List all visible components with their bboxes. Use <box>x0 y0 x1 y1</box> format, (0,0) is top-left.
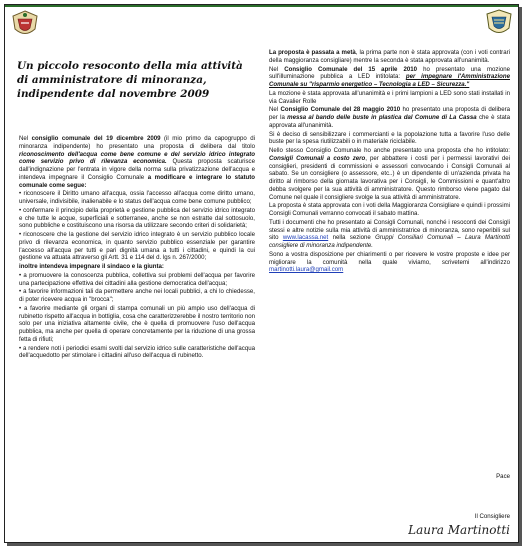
left-column <box>19 135 255 361</box>
right-column <box>269 49 510 275</box>
signature-label: Il Consigliere <box>474 513 510 520</box>
led-result-paragraph: La mozione è stata approvata all'unanimità e i primi lampioni a LED sono stati installati in via Cavalier Rolle <box>269 89 510 105</box>
intro-paragraph: Nel consiglio comunale del 19 dicembre 2009 (il mio primo da capogruppo di minoranza indipendente) ho presentato una proposta di delibera dal titolo riconoscimento dell'acqua come bene comune e del servizio idrico integrato come servizio privo di rilevanza economica. Questa proposta scaturisce dall'indignazione per l'entrata in vigore della norma sulla privatizzazione dell'acqua e intendeva impegnare il Consiglio Comunale a modificare e integrare lo statuto comunale come segue: <box>19 135 255 189</box>
document-frame <box>4 4 519 543</box>
email-link[interactable]: martinotti.laura@gmail.com <box>269 266 344 274</box>
list-item: • a rendere noti i periodici esami svolti dal servizio idrico sulle caratteristiche dell'acqua dell'acquedotto per stimolare i cittadini all'uso dell'acqua di rubinetto. <box>19 344 255 360</box>
list-item: • a favorire mediante gli organi di stampa comunali un più ampio uso dell'acqua di rubinetto rispetto all'acqua in bottiglia, cosa che caratterizzerebbe il nostro territorio non solo per una iniziativa altamente civile, che è quella di promuovere l'uso dell'acqua pubblica, ma anche per quella di operare concretamente per la riduzione di una grossa fetta di rifiuti; <box>19 304 255 343</box>
awareness-paragraph: Si è deciso di sensibilizzare i commercianti e la popolazione tutta a favorire l'uso delle buste per la spesa riutilizzabili o in materiale riciclabile. <box>269 130 510 146</box>
list-item: • riconoscere il Diritto umano all'acqua, ossia l'accesso all'acqua come diritto umano, universale, indivisibile, inalienabile e lo status dell'acqua come bene comune pubblico; <box>19 190 255 205</box>
list-item: • a favorire informazioni tali da permettere anche nei locali pubblici, a chi lo chiedesse, di poter ricevere acqua in "brocca"; <box>19 288 255 303</box>
zero-cost-result-paragraph: La proposta è stata approvata con i voti della Maggioranza Consigliare e quindi i prossimi Consigli Comunali verranno convocati il sabato mattina. <box>269 202 510 217</box>
list-item: • a promuovere la conoscenza pubblica, collettiva sui problemi dell'acqua per favorire una partecipazione effettiva dei cittadini alla gestione democratica dell'acqua; <box>19 271 255 287</box>
section-heading: inoltre intendeva impegnare il sindaco e la giunta: <box>19 263 164 270</box>
list-item: • confermare il principio della proprietà e gestione pubblica del servizio idrico integrato e che tutte le acque, superficiali e sotterranee, anche se non estratte dal sottosuolo, sono pubbliche e costituiscono una risorsa da utilizzare secondo criteri di solidarietà; <box>19 206 255 230</box>
municipal-crest-icon <box>9 9 41 39</box>
page-title: Un piccolo resoconto della mia attività di amministratore di minoranza, indipendente dal novembre 2009 <box>17 60 243 100</box>
closing-word: Pace <box>496 473 510 480</box>
plastic-bags-paragraph: Nel Consiglio Comunale del 28 maggio 2010 ho presentato una proposta di delibera per la messa al bando delle buste in plastica dal Comune di La Cassa che è stata approvata all'unanimità. <box>269 106 511 129</box>
led-paragraph: Nel Consiglio Comunale del 15 aprile 2010 ho presentato una mozione sull'illuminazione pubblica a LED intitolata: per impegnare l'Amministrazione Comunale su "risparmio energetico – Tecnologia a LED – Sicurezza." <box>269 65 511 88</box>
website-link[interactable]: www.lacassa.net <box>282 234 329 242</box>
signature: Laura Martinotti <box>408 523 510 537</box>
top-stripe <box>5 5 518 7</box>
zero-cost-paragraph: Nello stesso Consiglio Comunale ho anche presentato una proposta che ho intitolato: Consigli Comunali a costo zero, per abbattere i costi per i permessi lavorativi dei consiglieri, presidenti di commissioni e assessori convocando i Consigli Comunali al sabato. Se un consigliere (o assessore, etc..) è un dipendente di un'azienda privata ha diritto al rimborso della giornata lavorativa per i Consigli, le Commissioni e quant'altro debba svolgere per la sua attività di amministratore. Questo rimborso viene pagato dal Comune nel quale il consigliere svolge la sua attività di amministratore. <box>269 147 510 201</box>
shield-crest-icon <box>484 8 514 38</box>
contact-paragraph: Sono a vostra disposizione per chiarimenti o per ricevere le vostre proposte e idee per migliorare la comunità nella quale viviamo, scrivetemi all'indirizzo martinotti.laura@gmail.com <box>269 250 510 274</box>
list-item: • riconoscere che la gestione del servizio idrico integrato è un servizio pubblico locale privo di rilevanza economica, in quanto servizio pubblico essenziale per garantire l'accesso all'acqua per tutti e pari dignità umana a tutti i cittadini, e quindi la cui gestione va attuata attraverso gli Artt. 31 e 114 del d. lgs n. 267/2000; <box>19 231 255 262</box>
result-paragraph: La proposta è passata a metà, la prima parte non è stata approvata (con i voti contrari della maggioranza consigliare) mentre la seconda è stata approvata all'unanimità. <box>269 49 510 64</box>
documents-paragraph: Tutti i documenti che ho presentato ai Consigli Comunali, nonché i resoconti dei Consigli stessi e altre notizie sulla mia attività di amministratrice di minoranza, sono reperibili sul sito www.lacassa.net nella sezione Gruppi Consiliari Comunali – Laura Martinotti consigliere di minoranza indipendente. <box>269 218 510 249</box>
